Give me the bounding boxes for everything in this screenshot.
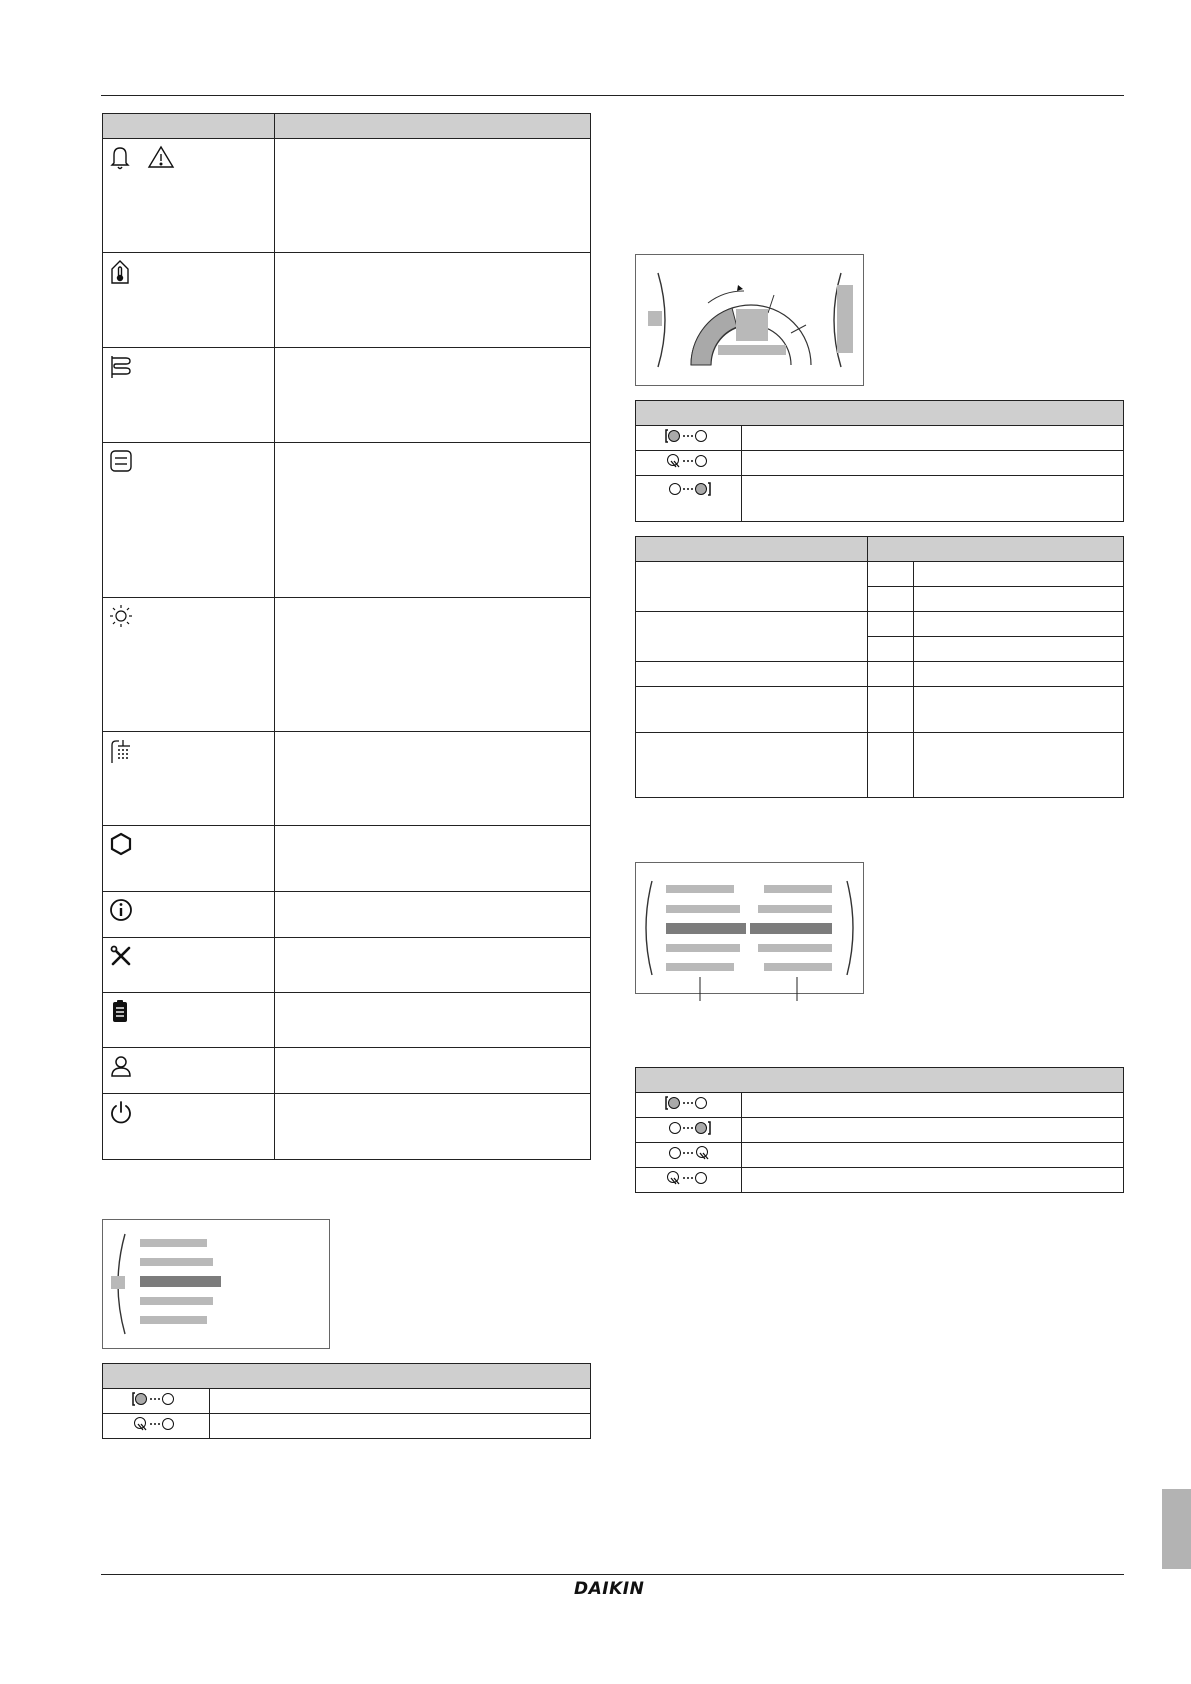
dial-action-row bbox=[636, 426, 742, 451]
daikin-logo: DAIKIN bbox=[574, 1579, 645, 1599]
sun-settings-icon bbox=[109, 604, 133, 628]
warning-triangle-icon bbox=[149, 147, 173, 167]
reference-cell bbox=[636, 733, 868, 798]
clipboard-icon bbox=[109, 999, 133, 1023]
icon-table-row bbox=[103, 993, 275, 1048]
reference-cell bbox=[636, 687, 868, 733]
menu-action-row bbox=[103, 1389, 210, 1414]
icon-table-row bbox=[103, 443, 275, 598]
menu-item-bar bbox=[140, 1239, 207, 1247]
dial-action-row bbox=[636, 476, 742, 522]
reference-table bbox=[635, 536, 1124, 798]
icon-table-row bbox=[103, 892, 275, 938]
list-right-bar bbox=[764, 885, 832, 893]
reference-cell bbox=[636, 612, 868, 662]
dial-actions-table bbox=[635, 400, 1124, 522]
list-action-row bbox=[636, 1118, 742, 1143]
menu-action-row bbox=[103, 1414, 210, 1439]
dial-screen-illustration bbox=[635, 254, 864, 386]
icon-table-row bbox=[103, 253, 275, 348]
power-icon bbox=[109, 1100, 133, 1124]
press-left-dial-icon bbox=[664, 1169, 714, 1187]
list-action-row bbox=[636, 1168, 742, 1193]
menu-actions-table bbox=[102, 1363, 591, 1439]
list-left-bar bbox=[666, 905, 740, 913]
info-icon bbox=[109, 898, 133, 922]
reference-table-header-1 bbox=[636, 537, 868, 562]
dial-label-bar bbox=[718, 345, 786, 355]
turn-left-dial-icon bbox=[664, 427, 714, 445]
icon-table-row bbox=[103, 1094, 275, 1160]
house-thermometer-icon bbox=[109, 259, 133, 285]
icon-table-row bbox=[103, 826, 275, 892]
hot-water-tank-icon bbox=[109, 449, 133, 473]
menu-screen-illustration bbox=[102, 1219, 330, 1349]
list-left-bar bbox=[666, 885, 734, 893]
user-icon bbox=[109, 1054, 133, 1078]
footer-rule bbox=[101, 1574, 1124, 1575]
icon-table-header-description bbox=[275, 114, 591, 139]
chapter-tab-marker bbox=[1162, 1489, 1191, 1569]
dial-left-indicator bbox=[648, 311, 662, 326]
list-action-row bbox=[636, 1093, 742, 1118]
list-right-bar bbox=[758, 944, 832, 952]
turn-left-dial-icon bbox=[664, 1094, 714, 1112]
dial-right-indicator bbox=[837, 285, 853, 353]
list-selected-row bbox=[666, 923, 746, 934]
icon-table-header-icon bbox=[103, 114, 275, 139]
dial-actions-header bbox=[636, 401, 1124, 426]
reference-cell bbox=[636, 562, 868, 612]
turn-right-dial-icon bbox=[664, 480, 714, 498]
wrench-screwdriver-icon bbox=[109, 944, 133, 968]
dial-value-box bbox=[736, 309, 768, 341]
icon-table-row bbox=[103, 598, 275, 732]
bell-icon bbox=[112, 148, 128, 169]
icon-table-row bbox=[103, 938, 275, 993]
shower-grid-icon bbox=[109, 738, 133, 764]
menu-item-bar bbox=[140, 1297, 213, 1305]
list-left-bar bbox=[666, 944, 740, 952]
icon-table-row bbox=[103, 139, 275, 253]
press-left-dial-icon bbox=[664, 452, 714, 470]
callout-lines bbox=[690, 965, 810, 1005]
underfloor-heating-icon bbox=[109, 354, 133, 380]
list-selected-row bbox=[750, 923, 832, 934]
menu-item-bar bbox=[140, 1316, 207, 1324]
turn-right-dial-icon bbox=[664, 1119, 714, 1137]
hexagon-icon bbox=[109, 832, 133, 856]
menu-actions-header bbox=[103, 1364, 591, 1389]
icon-table bbox=[102, 113, 591, 1160]
selection-indicator bbox=[111, 1276, 125, 1289]
icon-table-row bbox=[103, 348, 275, 443]
turn-left-dial-icon bbox=[131, 1390, 181, 1408]
reference-table-header-2 bbox=[868, 537, 1124, 562]
list-action-row bbox=[636, 1143, 742, 1168]
icon-table-row bbox=[103, 732, 275, 826]
menu-item-bar-selected bbox=[140, 1276, 221, 1287]
list-actions-table bbox=[635, 1067, 1124, 1193]
icon-table-row bbox=[103, 1048, 275, 1094]
dial-action-row bbox=[636, 451, 742, 476]
list-actions-header bbox=[636, 1068, 1124, 1093]
press-left-dial-icon bbox=[131, 1415, 181, 1433]
menu-item-bar bbox=[140, 1258, 213, 1266]
press-right-dial-icon bbox=[664, 1144, 714, 1162]
list-right-bar bbox=[758, 905, 832, 913]
header-rule bbox=[101, 95, 1124, 96]
reference-cell bbox=[636, 662, 868, 687]
